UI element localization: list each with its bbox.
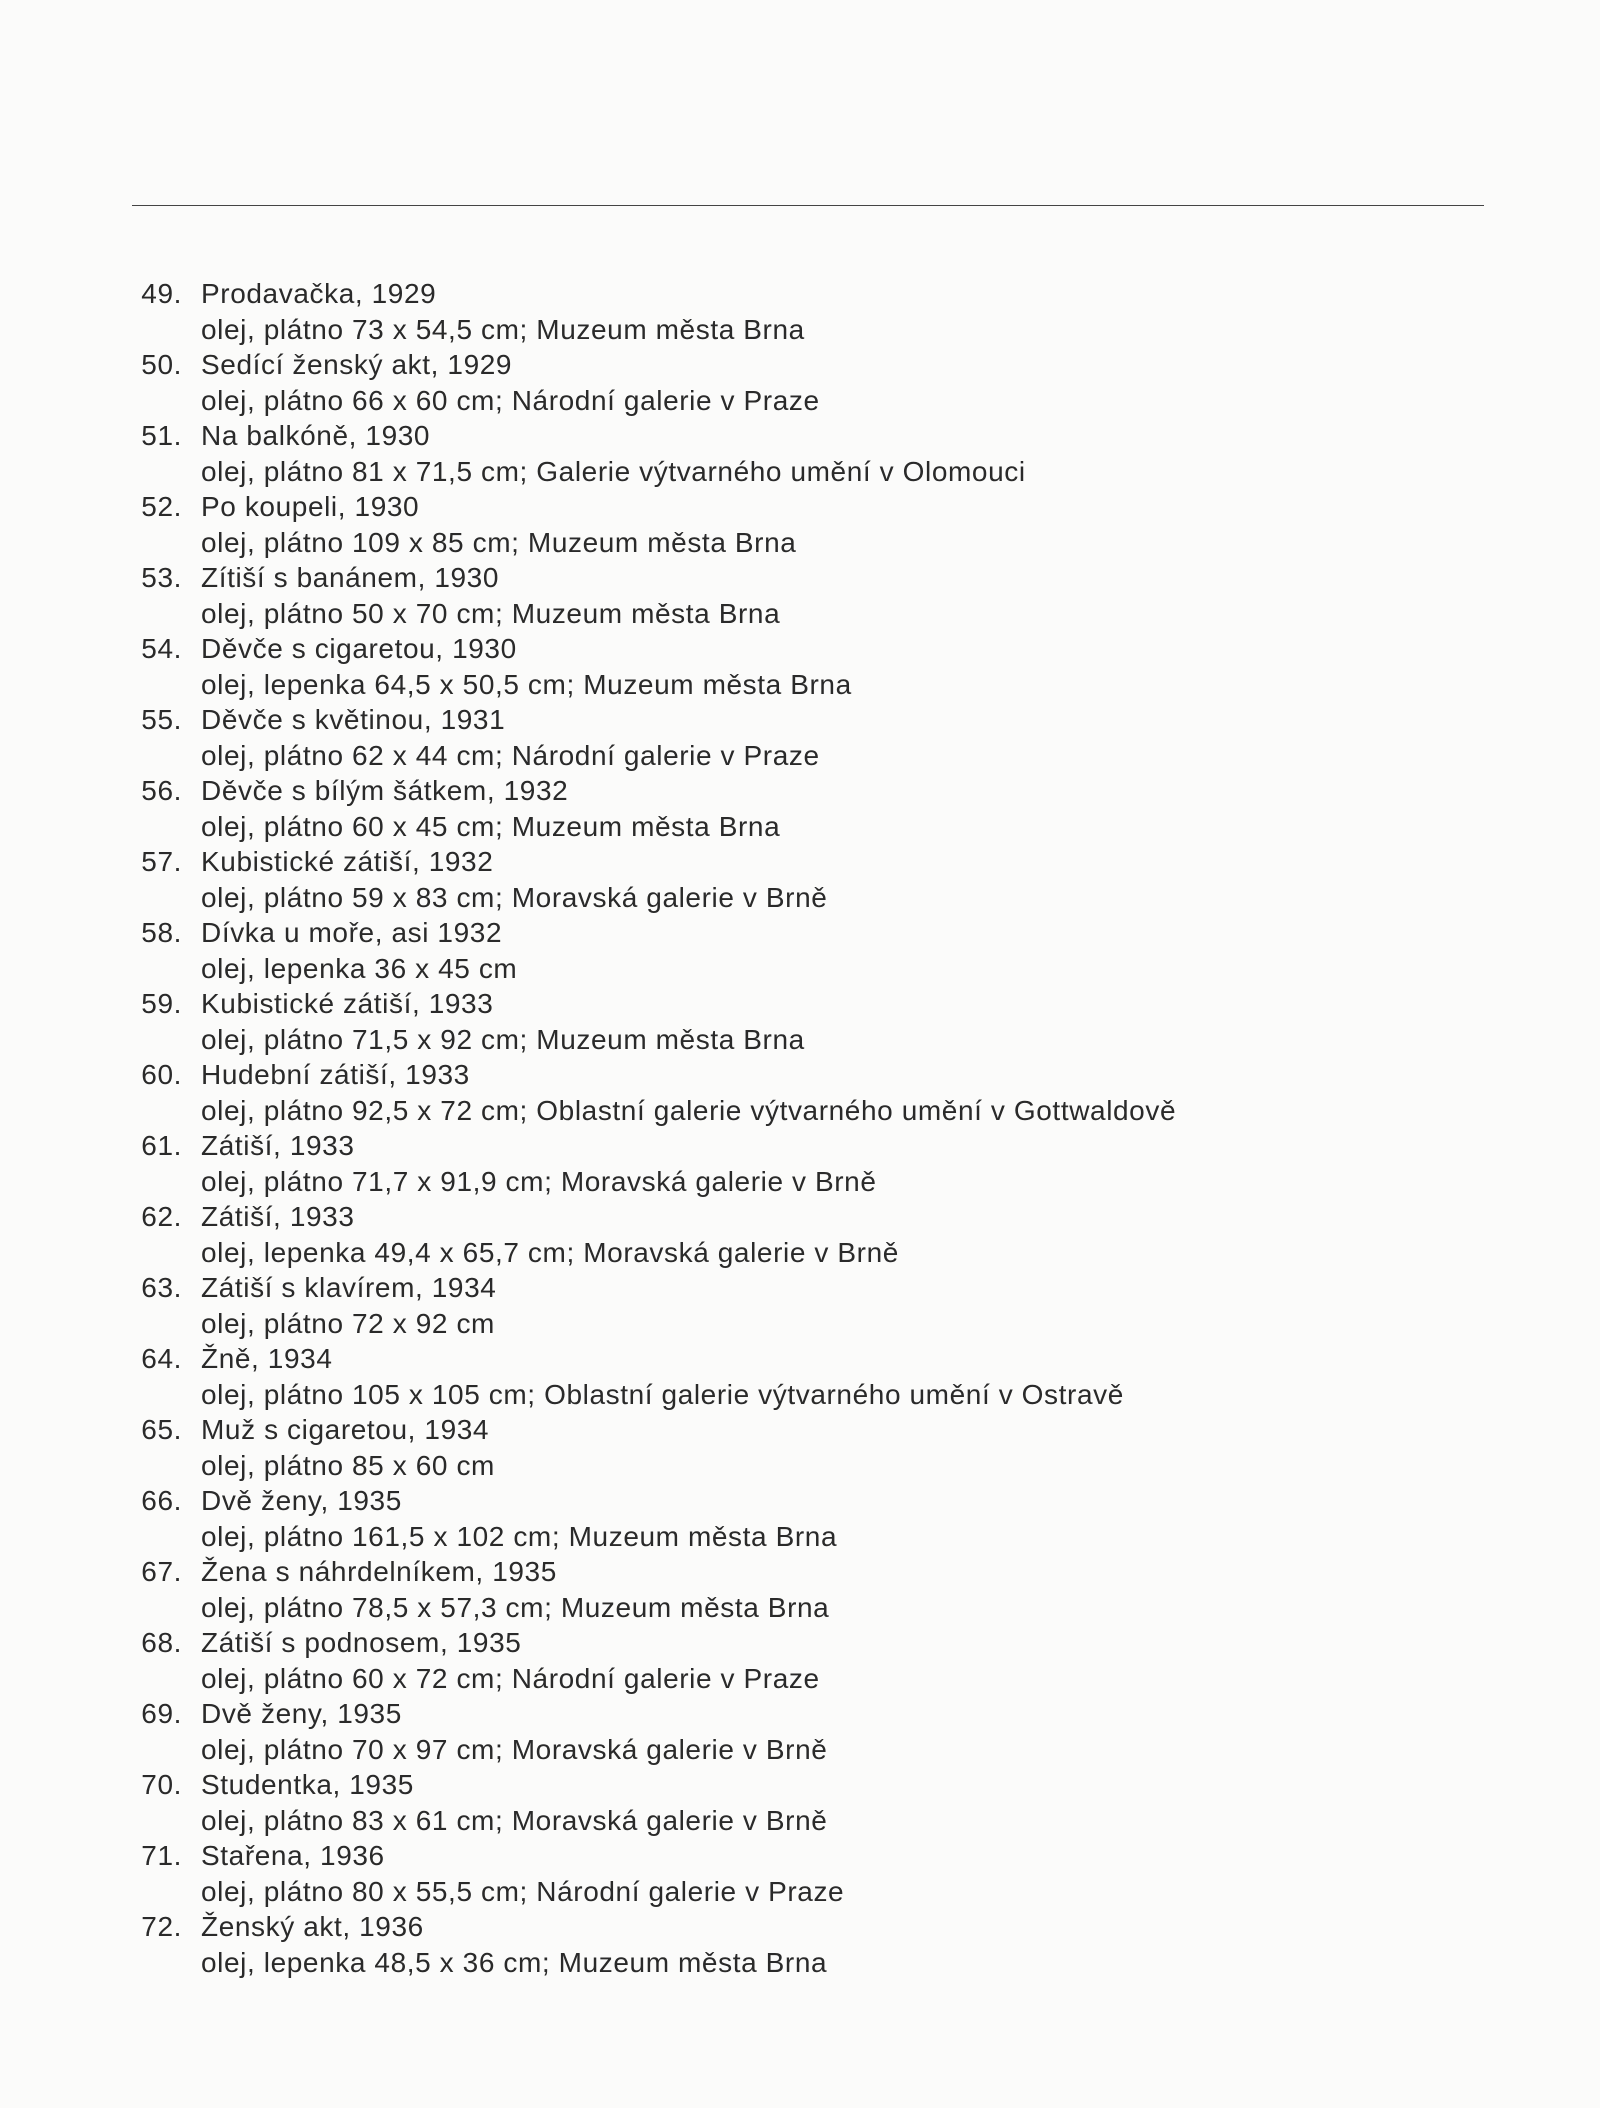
entry-number: 51. <box>141 420 182 451</box>
catalogue-entry <box>0 1625 1600 1696</box>
entry-number: 69. <box>141 1698 182 1729</box>
entry-details-line <box>0 525 1600 561</box>
entry-title: Zítiší s banánem, 1930 <box>201 562 500 593</box>
catalogue-entry <box>0 1270 1600 1341</box>
entry-number: 70. <box>141 1769 182 1800</box>
catalogue-entry <box>0 844 1600 915</box>
entry-number: 68. <box>141 1627 182 1658</box>
entry-number: 71. <box>141 1840 182 1871</box>
top-rule <box>132 205 1484 206</box>
entry-title-line <box>0 1554 1600 1590</box>
entry-title-line <box>0 1909 1600 1945</box>
entry-title: Na balkóně, 1930 <box>201 420 431 451</box>
entry-number: 59. <box>141 988 182 1019</box>
entry-number: 62. <box>141 1201 182 1232</box>
entry-details: olej, plátno 81 x 71,5 cm; Galerie výtvarného umění v Olomouci <box>201 455 1026 487</box>
entry-details-line <box>0 383 1600 419</box>
entry-details: olej, plátno 71,5 x 92 cm; Muzeum města Brna <box>201 1023 805 1055</box>
entry-number: 72. <box>141 1911 182 1942</box>
entry-title-line <box>0 915 1600 951</box>
entry-number: 63. <box>141 1272 182 1303</box>
entry-title: Děvče s cigaretou, 1930 <box>201 633 517 664</box>
entry-title-line <box>0 347 1600 383</box>
entry-title: Stařena, 1936 <box>201 1840 385 1871</box>
entry-number: 58. <box>141 917 182 948</box>
entry-number: 67. <box>141 1556 182 1587</box>
catalogue-entry <box>0 276 1600 347</box>
entry-details: olej, plátno 62 x 44 cm; Národní galerie v Praze <box>201 739 820 771</box>
entry-details: olej, lepenka 36 x 45 cm <box>201 952 518 984</box>
catalogue-entry <box>0 1341 1600 1412</box>
entry-details-line <box>0 809 1600 845</box>
entry-title-line <box>0 1767 1600 1803</box>
catalogue-entry <box>0 347 1600 418</box>
entry-details: olej, plátno 78,5 x 57,3 cm; Muzeum města Brna <box>201 1591 830 1623</box>
catalogue-entry <box>0 702 1600 773</box>
entry-title-line <box>0 1270 1600 1306</box>
entry-details-line <box>0 1661 1600 1697</box>
entry-number: 57. <box>141 846 182 877</box>
entry-details: olej, plátno 71,7 x 91,9 cm; Moravská galerie v Brně <box>201 1165 877 1197</box>
entry-title: Studentka, 1935 <box>201 1769 414 1800</box>
entry-details-line <box>0 1945 1600 1981</box>
entry-details-line <box>0 1732 1600 1768</box>
entry-details: olej, plátno 80 x 55,5 cm; Národní galerie v Praze <box>201 1875 845 1907</box>
entry-title-line <box>0 1483 1600 1519</box>
entry-details: olej, plátno 60 x 72 cm; Národní galerie v Praze <box>201 1662 820 1694</box>
entry-details: olej, plátno 60 x 45 cm; Muzeum města Brna <box>201 810 781 842</box>
catalogue-entry <box>0 1909 1600 1980</box>
entry-title: Po koupeli, 1930 <box>201 491 420 522</box>
entry-title: Děvče s bílým šátkem, 1932 <box>201 775 569 806</box>
entry-number: 53. <box>141 562 182 593</box>
entry-title-line <box>0 489 1600 525</box>
catalogue-entry <box>0 1199 1600 1270</box>
entry-title-line <box>0 1412 1600 1448</box>
catalogue-entry <box>0 631 1600 702</box>
catalogue-entry <box>0 915 1600 986</box>
entry-title-line <box>0 702 1600 738</box>
catalogue-entry <box>0 1767 1600 1838</box>
entry-title: Kubistické zátiší, 1933 <box>201 988 494 1019</box>
entry-details-line <box>0 1164 1600 1200</box>
entry-number: 54. <box>141 633 182 664</box>
entry-details-line <box>0 1590 1600 1626</box>
catalogue-entry <box>0 418 1600 489</box>
catalogue-entry <box>0 489 1600 560</box>
catalogue-entry <box>0 1128 1600 1199</box>
entry-title: Žně, 1934 <box>201 1343 333 1374</box>
entry-title: Zátiší, 1933 <box>201 1130 355 1161</box>
entry-title-line <box>0 844 1600 880</box>
entry-title: Dvě ženy, 1935 <box>201 1485 402 1516</box>
entry-details-line <box>0 1377 1600 1413</box>
entry-title-line <box>0 418 1600 454</box>
entry-details: olej, plátno 50 x 70 cm; Muzeum města Brna <box>201 597 781 629</box>
entry-title-line <box>0 560 1600 596</box>
entry-details: olej, lepenka 49,4 x 65,7 cm; Moravská galerie v Brně <box>201 1236 899 1268</box>
entry-title: Dvě ženy, 1935 <box>201 1698 402 1729</box>
entry-details-line <box>0 1803 1600 1839</box>
entry-details: olej, plátno 73 x 54,5 cm; Muzeum města Brna <box>201 313 805 345</box>
catalogue-entry <box>0 1554 1600 1625</box>
entry-details: olej, plátno 66 x 60 cm; Národní galerie v Praze <box>201 384 820 416</box>
entry-title: Děvče s květinou, 1931 <box>201 704 506 735</box>
entry-details-line <box>0 596 1600 632</box>
entry-title: Muž s cigaretou, 1934 <box>201 1414 490 1445</box>
entry-details: olej, plátno 109 x 85 cm; Muzeum města Brna <box>201 526 797 558</box>
entry-number: 66. <box>141 1485 182 1516</box>
catalogue-entry <box>0 773 1600 844</box>
entry-number: 49. <box>141 278 182 309</box>
entry-number: 60. <box>141 1059 182 1090</box>
entry-title: Žena s náhrdelníkem, 1935 <box>201 1556 557 1587</box>
entry-title: Hudební zátiší, 1933 <box>201 1059 470 1090</box>
entry-title-line <box>0 773 1600 809</box>
entry-details-line <box>0 738 1600 774</box>
entry-details-line <box>0 667 1600 703</box>
entry-title-line <box>0 1057 1600 1093</box>
entry-title-line <box>0 986 1600 1022</box>
entry-title: Kubistické zátiší, 1932 <box>201 846 494 877</box>
entry-details: olej, plátno 105 x 105 cm; Oblastní galerie výtvarného umění v Ostravě <box>201 1378 1124 1410</box>
catalogue-entry <box>0 1412 1600 1483</box>
entry-details-line <box>0 951 1600 987</box>
entry-title-line <box>0 1199 1600 1235</box>
entry-details-line <box>0 1022 1600 1058</box>
entry-title-line <box>0 1625 1600 1661</box>
catalogue-entry <box>0 1696 1600 1767</box>
entry-title-line <box>0 1341 1600 1377</box>
entry-details: olej, plátno 92,5 x 72 cm; Oblastní galerie výtvarného umění v Gottwaldově <box>201 1094 1177 1126</box>
entry-details-line <box>0 1874 1600 1910</box>
entry-details: olej, plátno 85 x 60 cm <box>201 1449 495 1481</box>
entry-title: Prodavačka, 1929 <box>201 278 437 309</box>
entry-details-line <box>0 454 1600 490</box>
catalogue-list <box>0 276 1600 1980</box>
entry-title: Ženský akt, 1936 <box>201 1911 424 1942</box>
catalogue-entry <box>0 1838 1600 1909</box>
entry-number: 56. <box>141 775 182 806</box>
entry-details-line <box>0 1093 1600 1129</box>
entry-title-line <box>0 276 1600 312</box>
entry-details: olej, plátno 59 x 83 cm; Moravská galerie v Brně <box>201 881 828 913</box>
entry-title-line <box>0 1128 1600 1164</box>
entry-number: 65. <box>141 1414 182 1445</box>
entry-title: Sedící ženský akt, 1929 <box>201 349 513 380</box>
entry-details: olej, lepenka 64,5 x 50,5 cm; Muzeum města Brna <box>201 668 852 700</box>
entry-title-line <box>0 631 1600 667</box>
entry-details-line <box>0 312 1600 348</box>
entry-details: olej, plátno 72 x 92 cm <box>201 1307 495 1339</box>
catalogue-entry <box>0 1057 1600 1128</box>
entry-title: Dívka u moře, asi 1932 <box>201 917 503 948</box>
entry-number: 61. <box>141 1130 182 1161</box>
entry-title-line <box>0 1696 1600 1732</box>
entry-details-line <box>0 1235 1600 1271</box>
entry-details-line <box>0 880 1600 916</box>
entry-details-line <box>0 1306 1600 1342</box>
entry-details: olej, plátno 161,5 x 102 cm; Muzeum města Brna <box>201 1520 838 1552</box>
entry-number: 55. <box>141 704 182 735</box>
entry-number: 52. <box>141 491 182 522</box>
entry-details: olej, plátno 70 x 97 cm; Moravská galerie v Brně <box>201 1733 828 1765</box>
catalogue-entry <box>0 986 1600 1057</box>
catalogue-entry <box>0 560 1600 631</box>
entry-details-line <box>0 1519 1600 1555</box>
entry-number: 50. <box>141 349 182 380</box>
entry-number: 64. <box>141 1343 182 1374</box>
entry-details-line <box>0 1448 1600 1484</box>
entry-title: Zátiší, 1933 <box>201 1201 355 1232</box>
catalogue-entry <box>0 1483 1600 1554</box>
entry-title-line <box>0 1838 1600 1874</box>
entry-title: Zátiší s klavírem, 1934 <box>201 1272 497 1303</box>
entry-details: olej, plátno 83 x 61 cm; Moravská galerie v Brně <box>201 1804 828 1836</box>
entry-title: Zátiší s podnosem, 1935 <box>201 1627 522 1658</box>
entry-details: olej, lepenka 48,5 x 36 cm; Muzeum města Brna <box>201 1946 828 1978</box>
